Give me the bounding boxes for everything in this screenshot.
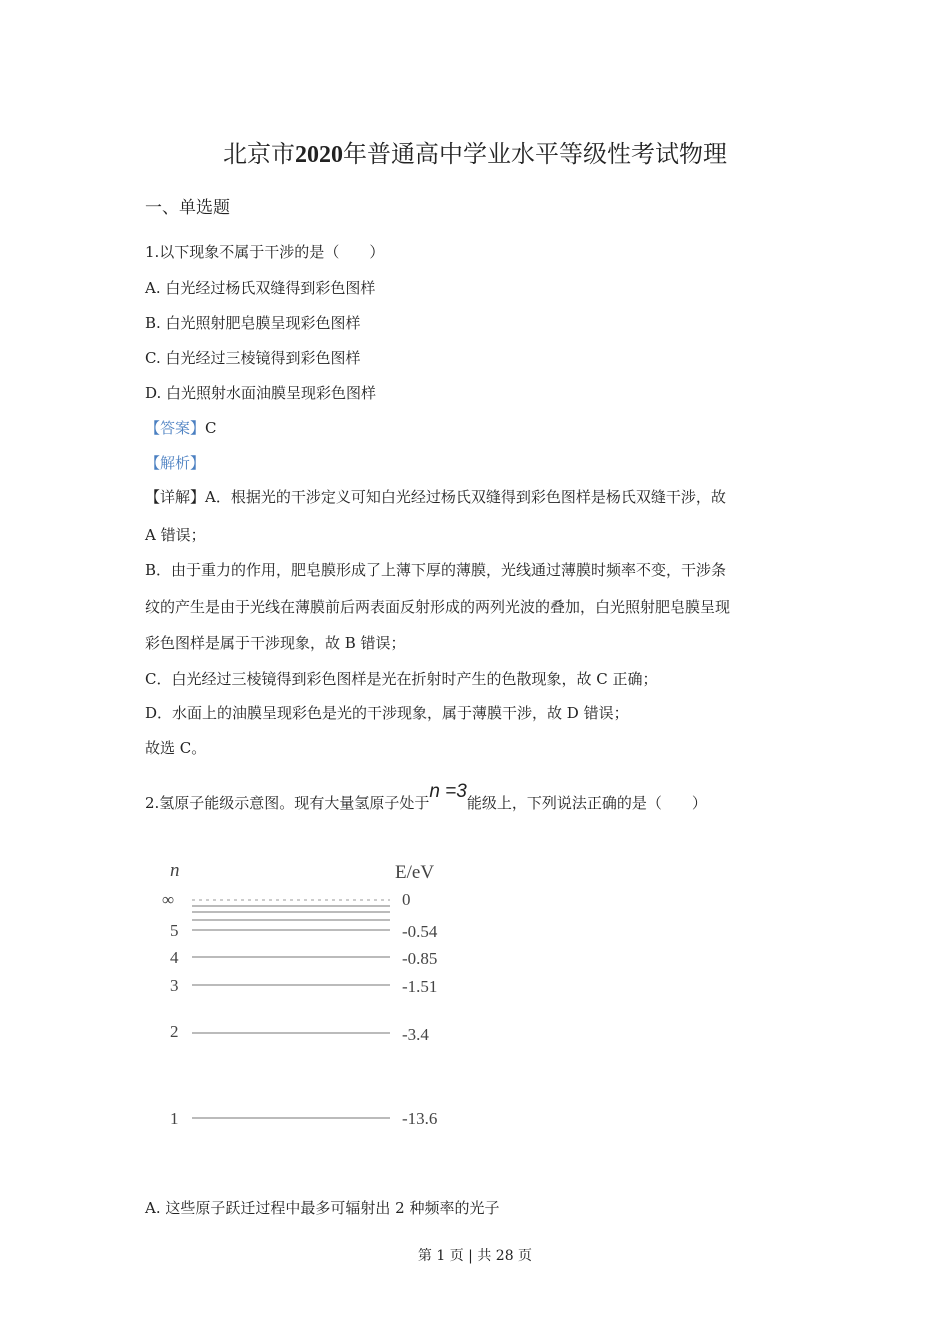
title-suffix: 年普通高中学业水平等级性考试物理 [343,140,727,168]
answer-value: C [205,419,217,437]
page-title [0,134,950,169]
n-axis-label: n [170,860,180,881]
level-energy: -13.6 [402,1109,438,1128]
detail-line: 纹的产生是由于光线在薄膜前后两表面反射形成的两列光波的叠加，白光照射肥皂膜呈现 [145,598,731,616]
level-n: 4 [170,948,179,967]
detail-line: 【详解】A．根据光的干涉定义可知白光经过杨氏双缝得到彩色图样是杨氏双缝干涉，故 [145,488,726,506]
section-heading: 一、单选题 [145,198,230,218]
analysis-label: 【解析】 [145,454,206,472]
detail-line: C．白光经过三棱镜得到彩色图样是光在折射时产生的色散现象，故 C 正确； [145,670,658,688]
title-prefix: 北京市 [223,140,295,168]
level-energy: -0.85 [402,949,438,968]
level-n: 2 [170,1022,179,1041]
level-energy: 0 [402,890,411,909]
stem-math: n =3 [429,781,467,802]
level-n: 1 [170,1109,179,1128]
energy-level-diagram [150,850,450,1140]
level-n: ∞ [162,890,175,909]
question-2-option-a: A. 这些原子跃迁过程中最多可辐射出 2 种频率的光子 [145,1199,500,1217]
option-b: B. 白光照射肥皂膜呈现彩色图样 [145,314,361,332]
detail-line: A 错误； [145,526,206,544]
answer-label: 【答案】 [145,419,206,437]
question-2-stem [145,781,707,813]
answer [145,418,217,438]
title-year: 2020 [295,142,343,168]
detail-line: 彩色图样是属于干涉现象，故 B 错误； [145,634,406,652]
level-energy: -1.51 [402,977,438,996]
option-d: D. 白光照射水面油膜呈现彩色图样 [145,384,377,402]
page-footer: 第 1 页 | 共 28 页 [417,1248,533,1264]
detail-line: D．水面上的油膜呈现彩色是光的干涉现象，属于薄膜干涉，故 D 错误； [145,704,629,722]
stem-suffix: 能级上，下列说法正确的是（ ） [466,794,707,812]
option-c: C. 白光经过三棱镜得到彩色图样 [145,349,361,367]
stem-prefix: 2.氢原子能级示意图。现有大量氢原子处于 [145,794,430,812]
detail-line: 故选 C。 [145,739,207,757]
energy-axis-label: E/eV [395,862,435,883]
detail-line: B．由于重力的作用，肥皂膜形成了上薄下厚的薄膜，光线通过薄膜时频率不变，干涉条 [145,561,727,579]
question-1-stem: 1.以下现象不属于干涉的是（ ） [145,243,385,261]
level-energy: -0.54 [402,922,438,941]
level-n: 3 [170,976,179,995]
option-a: A. 白光经过杨氏双缝得到彩色图样 [145,279,376,297]
level-n: 5 [170,921,179,940]
level-energy: -3.4 [402,1025,429,1044]
